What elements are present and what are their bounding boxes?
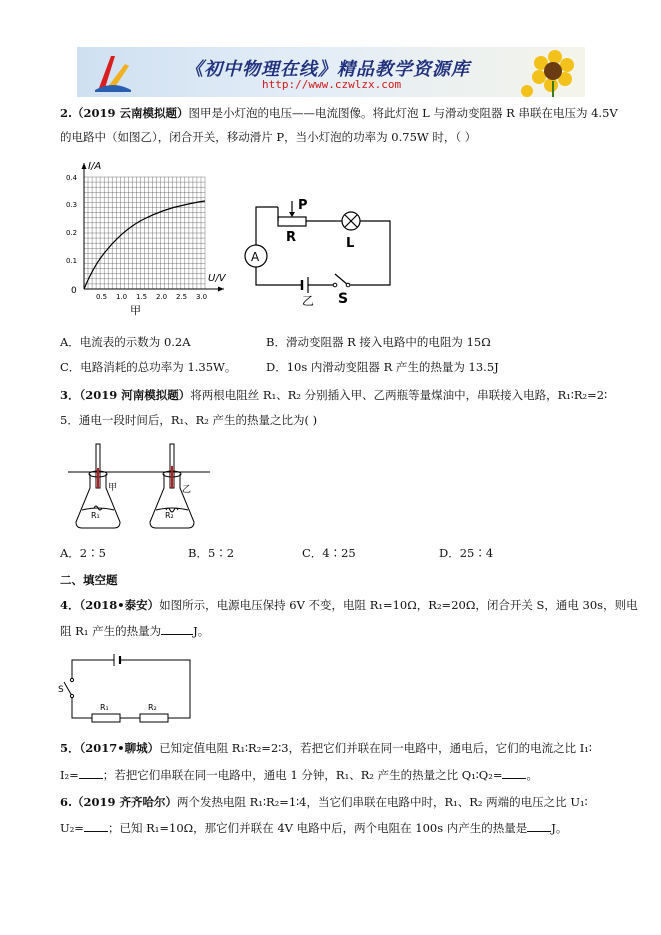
q2-option-b: B．滑动变阻器 R 接入电路中的电阻为 15Ω xyxy=(266,335,491,349)
q5-source: （2017•聊城） xyxy=(79,741,160,755)
xtick-1: 1.0 xyxy=(116,293,128,301)
circuit-l: L xyxy=(346,236,355,251)
q6-text4: J。 xyxy=(551,821,568,835)
series-s: S xyxy=(58,685,64,695)
xtick-4: 2.5 xyxy=(176,293,188,301)
ytick-2: 0.2 xyxy=(66,229,78,237)
q2-line2: 的电路中（如图乙），闭合开关，移动滑片 P，当小灯泡的功率为 0.75W 时，（ ） xyxy=(60,130,477,144)
q5-answer-blank-1[interactable] xyxy=(79,767,103,779)
graph-grid xyxy=(84,177,205,289)
q5-number: 5． xyxy=(60,741,80,755)
q4-answer-blank[interactable] xyxy=(161,623,193,635)
q2-number: 2. xyxy=(60,106,73,120)
q5-text3: ；若把它们串联在同一电路中，通电 1 分钟，R₁、R₂ 产生的热量之比 Q₁∶Q₂= xyxy=(102,768,503,782)
q3-line2: 5．通电一段时间后，R₁、R₂ 产生的热量之比为( ) xyxy=(60,413,318,427)
circuit-r: R xyxy=(286,230,297,245)
logo-icon xyxy=(91,50,135,94)
graph-ylabel: I/A xyxy=(88,161,102,172)
q2-source: （2019 云南模拟题） xyxy=(72,106,189,120)
q4-text3: J。 xyxy=(193,624,210,638)
q5-line1 xyxy=(60,741,592,755)
circuit-s: S xyxy=(338,291,349,307)
xtick-0: 0.5 xyxy=(96,293,108,301)
q6-line1 xyxy=(60,795,588,809)
q4-source: （2018•泰安） xyxy=(79,598,160,612)
xtick-5: 3.0 xyxy=(196,293,208,301)
q5-text1: 已知定值电阻 R₁∶R₂=2∶3，若把它们并联在同一电路中，通电后，它们的电流之比 I₁∶ xyxy=(159,741,592,755)
q2-option-d: D．10s 内滑动变阻器 R 产生的热量为 13.5J xyxy=(266,360,499,374)
section-title: 二、填空题 xyxy=(60,573,118,587)
q6-line2 xyxy=(60,820,567,835)
q3-number: 3． xyxy=(60,388,80,402)
q4-line1 xyxy=(60,598,638,612)
q3-text1: 将两根电阻丝 R₁、R₂ 分别插入甲、乙两瓶等量煤油中，串联接入电路，R₁∶R₂=2∶ xyxy=(190,388,608,402)
q6-source: （2019 齐齐哈尔） xyxy=(72,795,178,809)
q5-answer-blank-2[interactable] xyxy=(502,767,526,779)
q4-line2 xyxy=(60,623,209,638)
sunflower-icon xyxy=(517,47,585,97)
q2-line1 xyxy=(60,106,618,120)
flask-r1: R₁ xyxy=(91,511,100,520)
q6-text1: 两个发热电阻 R₁∶R₂=1∶4，当它们串联在电路中时，R₁、R₂ 两端的电压之比 U₁∶ xyxy=(177,795,588,809)
q6-answer-blank-2[interactable] xyxy=(527,820,551,832)
q5-text4: 。 xyxy=(526,768,538,782)
circuit-diagram xyxy=(238,195,398,307)
flask-yi: 乙 xyxy=(182,485,192,495)
q3-option-b: B．5∶2 xyxy=(188,546,235,560)
q6-number: 6. xyxy=(60,795,73,809)
graph-xlabel: U/V xyxy=(208,273,226,284)
q3-option-d: D．25∶4 xyxy=(439,546,494,560)
header-title: 《初中物理在线》精品教学资源库 xyxy=(185,59,470,80)
q4-text2: 阻 R₁ 产生的热量为 xyxy=(60,624,162,638)
q4-text1: 如图所示，电源电压保持 6V 不变，电阻 R₁=10Ω，R₂=20Ω，闭合开关 S，通电 30s，则电 xyxy=(159,598,638,612)
graph-origin: 0 xyxy=(71,286,77,296)
q3-option-a: A．2∶5 xyxy=(60,546,106,560)
ytick-1: 0.3 xyxy=(66,201,78,209)
series-circuit xyxy=(58,650,198,726)
circuit-ammeter-a: A xyxy=(251,250,260,264)
flask-r2: R₂ xyxy=(165,511,174,520)
series-r1: R₁ xyxy=(100,703,109,712)
iv-graph xyxy=(64,157,234,317)
q6-text3: ；已知 R₁=10Ω，那它们并联在 4V 电路中后，两个电阻在 100s 内产生的热量是 xyxy=(107,821,528,835)
q5-text2: I₂= xyxy=(60,768,79,782)
q3-source: （2019 河南模拟题） xyxy=(79,388,191,402)
series-r2: R₂ xyxy=(148,703,157,712)
header-banner xyxy=(77,47,585,97)
q2-text1: 图甲是小灯泡的电压——电流图像。将此灯泡 L 与滑动变阻器 R 串联在电压为 4.5V xyxy=(188,106,618,120)
flask-jia: 甲 xyxy=(108,483,118,493)
header-url: http://www.czwlzx.com xyxy=(262,78,402,91)
xtick-3: 2.0 xyxy=(156,293,168,301)
q6-answer-blank-1[interactable] xyxy=(84,820,108,832)
flask-diagram xyxy=(68,440,210,532)
q6-text2: U₂= xyxy=(60,821,84,835)
graph-caption: 甲 xyxy=(130,304,141,317)
q5-line2 xyxy=(60,767,538,782)
ytick-0: 0.4 xyxy=(66,174,78,182)
circuit-p: P xyxy=(298,198,308,213)
q4-number: 4． xyxy=(60,598,80,612)
circuit-caption: 乙 xyxy=(302,294,315,307)
q3-option-c: C．4∶25 xyxy=(302,546,356,560)
ytick-3: 0.1 xyxy=(66,257,78,265)
xtick-2: 1.5 xyxy=(136,293,148,301)
q3-line1 xyxy=(60,388,607,402)
q2-option-a: A．电流表的示数为 0.2A xyxy=(60,335,191,349)
q2-option-c: C．电路消耗的总功率为 1.35W。 xyxy=(60,360,237,374)
